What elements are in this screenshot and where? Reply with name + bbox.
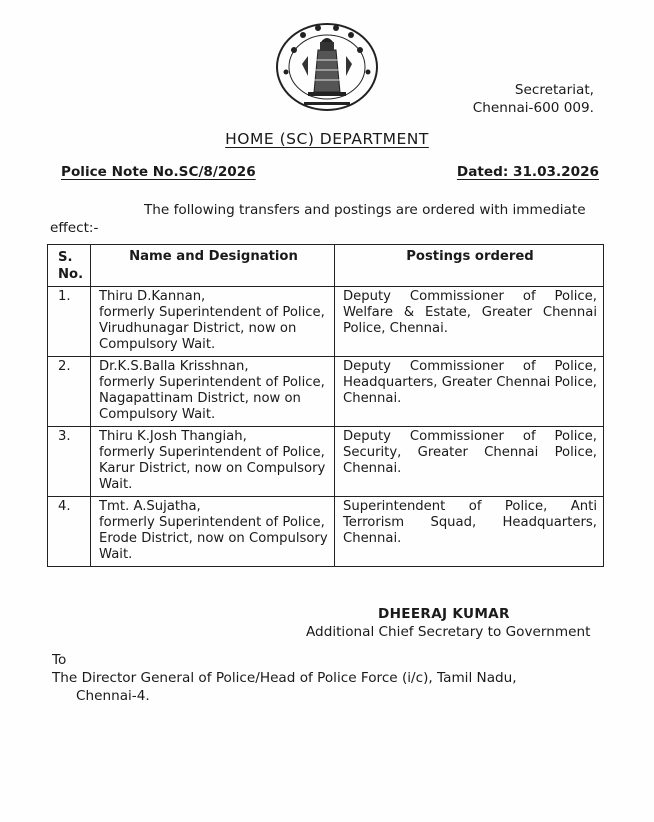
department-heading: [0, 130, 654, 148]
to-label: To: [52, 652, 67, 668]
row-sno: 4.: [48, 497, 91, 567]
row-name-designation: [91, 357, 335, 427]
former-designation: formerly Superintendent of Police, Virudhunagar District, now on Compulsory Wait.: [99, 305, 325, 352]
addressee-line-2: Chennai-4.: [76, 688, 150, 704]
intro-line-2: effect:-: [50, 220, 99, 236]
intro-paragraph: [50, 201, 610, 237]
row-name-designation: [91, 287, 335, 357]
signatory-designation: Additional Chief Secretary to Government: [306, 624, 591, 640]
officer-name: Thiru K.Josh Thangiah,: [99, 429, 247, 444]
header-name: Name and Designation: [91, 245, 335, 287]
department-title: HOME (SC) DEPARTMENT: [225, 130, 429, 148]
row-name-designation: [91, 497, 335, 567]
former-designation: formerly Superintendent of Police, Nagapattinam District, now on Compulsory Wait.: [99, 375, 325, 422]
note-date: Dated: 31.03.2026: [456, 164, 599, 180]
row-name-designation: [91, 427, 335, 497]
row-sno: 3.: [48, 427, 91, 497]
header-posting: Postings ordered: [335, 245, 604, 287]
tamil-nadu-emblem-icon: [268, 20, 386, 114]
former-designation: formerly Superintendent of Police, Karur District, now on Compulsory Wait.: [99, 445, 326, 492]
note-header: [61, 164, 599, 180]
row-sno: 2.: [48, 357, 91, 427]
header-sno: S. No.: [48, 245, 91, 287]
row-posting: Deputy Commissioner of Police, Welfare & Estate, Greater Chennai Police, Chennai.: [335, 287, 604, 357]
row-posting: Deputy Commissioner of Police, Security, Greater Chennai Police, Chennai.: [335, 427, 604, 497]
address-line-2: Chennai-600 009.: [472, 100, 594, 116]
table-row: [48, 497, 604, 567]
officer-name: Tmt. A.Sujatha,: [99, 499, 201, 514]
table-row: [48, 427, 604, 497]
officer-name: Dr.K.S.Balla Krisshnan,: [99, 359, 249, 374]
addressee-line-1: The Director General of Police/Head of Police Force (i/c), Tamil Nadu,: [52, 670, 517, 686]
postings-table: [47, 244, 604, 567]
office-address: [473, 81, 594, 117]
officer-name: Thiru D.Kannan,: [99, 289, 206, 304]
address-line-1: Secretariat,: [514, 82, 594, 98]
addressee-block: [52, 651, 517, 705]
table-header-row: [48, 245, 604, 287]
signatory-name: DHEERAJ KUMAR: [378, 606, 510, 622]
note-number: Police Note No.SC/8/2026: [61, 164, 256, 180]
row-posting: Superintendent of Police, Anti Terrorism Squad, Headquarters, Chennai.: [335, 497, 604, 567]
table-row: [48, 287, 604, 357]
row-posting: Deputy Commissioner of Police, Headquarters, Greater Chennai Police, Chennai.: [335, 357, 604, 427]
table-row: [48, 357, 604, 427]
former-designation: formerly Superintendent of Police, Erode District, now on Compulsory Wait.: [99, 515, 328, 562]
row-sno: 1.: [48, 287, 91, 357]
intro-line-1: The following transfers and postings are ordered with immediate: [144, 202, 586, 218]
